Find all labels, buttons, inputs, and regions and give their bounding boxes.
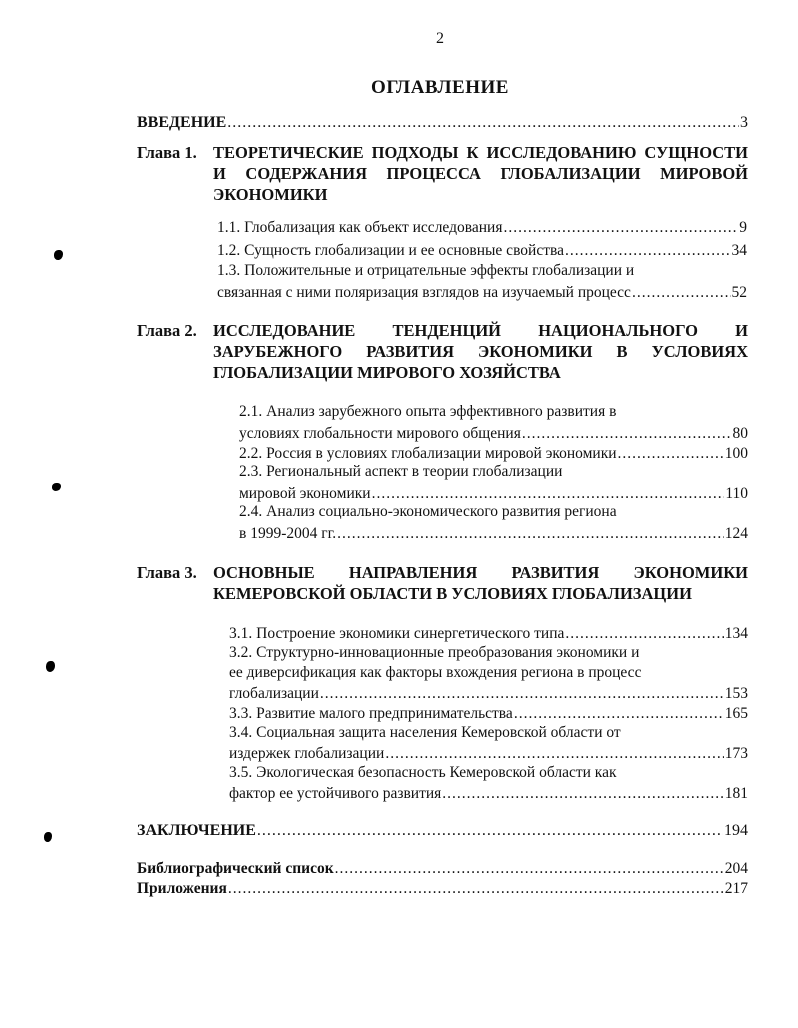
toc-page: 3 <box>740 114 748 131</box>
toc-label: Приложения <box>137 880 227 897</box>
toc-label: Библиографический список <box>137 860 334 877</box>
toc-page: 165 <box>724 705 748 722</box>
leader-dots <box>618 444 724 463</box>
toc-label: условиях глобальности мирового общения <box>239 425 521 442</box>
toc-label: издержек глобализации <box>229 745 385 762</box>
toc-entry-3-4[interactable] <box>229 744 748 763</box>
toc-label: в 1999-2004 гг. <box>239 525 337 542</box>
toc-entry-1-3-line1: 1.3. Положительные и отрицательные эффекты глобализации и <box>217 262 635 279</box>
toc-label: 1.2. Сущность глобализации и ее основные свойства <box>217 242 564 259</box>
toc-page: 153 <box>724 685 748 702</box>
toc-label: ЗАКЛЮЧЕНИЕ <box>137 822 256 839</box>
page-title: ОГЛАВЛЕНИЕ <box>371 77 509 98</box>
toc-entry-2-3-line1: 2.3. Региональный аспект в теории глобализации <box>239 463 563 480</box>
leader-dots <box>335 860 724 878</box>
leader-dots <box>442 784 723 803</box>
leader-dots <box>385 744 723 763</box>
toc-page: 52 <box>731 284 747 301</box>
toc-page: 34 <box>731 242 747 259</box>
toc-entry-2-2[interactable] <box>239 444 748 463</box>
leader-dots <box>320 684 724 703</box>
toc-entry-conclusion[interactable] <box>137 822 748 840</box>
toc-entry-3-5[interactable] <box>229 784 748 803</box>
toc-label: связанная с ними поляризация взглядов на изучаемый процесс <box>217 284 631 301</box>
toc-page: 194 <box>724 822 748 839</box>
toc-entry-3-1[interactable] <box>229 624 748 643</box>
chapter-3-heading[interactable] <box>137 562 748 604</box>
chapter-number: Глава 3. <box>137 563 197 582</box>
chapter-title: ТЕОРЕТИЧЕСКИЕ ПОДХОДЫ К ИССЛЕДОВАНИЮ СУЩНОСТИ И СОДЕРЖАНИЯ ПРОЦЕССА ГЛОБАЛИЗАЦИИ МИРОВОЙ ЭКОНОМИКИ <box>213 143 748 204</box>
toc-label: ВВЕДЕНИЕ <box>137 114 227 131</box>
chapter-title: ИССЛЕДОВАНИЕ ТЕНДЕНЦИЙ НАЦИОНАЛЬНОГО И ЗАРУБЕЖНОГО РАЗВИТИЯ ЭКОНОМИКИ В УСЛОВИЯХ ГЛОБАЛИЗАЦИИ МИРОВОГО ХОЗЯЙСТВА <box>213 321 748 382</box>
toc-label: фактор ее устойчивого развития <box>229 785 442 802</box>
toc-label: мировой экономики <box>239 485 371 502</box>
leader-dots <box>632 283 731 302</box>
leader-dots <box>228 880 724 898</box>
toc-entry-3-2-line1: 3.2. Структурно-инновационные преобразования экономики и <box>229 644 640 661</box>
leader-dots <box>503 218 738 237</box>
toc-entry-bibliography[interactable] <box>137 860 748 878</box>
leader-dots <box>565 241 731 260</box>
chapter-number: Глава 1. <box>137 143 197 162</box>
toc-label: 2.2. Россия в условиях глобализации мировой экономики <box>239 445 617 462</box>
toc-label: 3.1. Построение экономики синергетического типа <box>229 625 565 642</box>
scan-speck <box>46 661 55 672</box>
chapter-2-heading[interactable] <box>137 320 748 383</box>
toc-entry-intro[interactable] <box>137 114 748 132</box>
toc-entry-1-1[interactable] <box>217 218 747 237</box>
scan-speck <box>44 832 52 842</box>
toc-entry-2-3[interactable] <box>239 484 748 503</box>
toc-page: 110 <box>725 485 748 502</box>
leader-dots <box>227 114 739 132</box>
toc-entry-2-1[interactable] <box>239 424 748 443</box>
leader-dots <box>522 424 732 443</box>
toc-page: 217 <box>724 880 748 897</box>
toc-entry-2-4[interactable] <box>239 524 748 543</box>
chapter-number: Глава 2. <box>137 321 197 340</box>
toc-label: 3.3. Развитие малого предпринимательства <box>229 705 513 722</box>
toc-page: 173 <box>724 745 748 762</box>
toc-page: 134 <box>724 625 748 642</box>
chapter-title: ОСНОВНЫЕ НАПРАВЛЕНИЯ РАЗВИТИЯ ЭКОНОМИКИ КЕМЕРОВСКОЙ ОБЛАСТИ В УСЛОВИЯХ ГЛОБАЛИЗАЦИИ <box>213 563 748 603</box>
scan-speck <box>54 250 63 260</box>
toc-entry-2-4-line1: 2.4. Анализ социально-экономического развития региона <box>239 503 617 520</box>
leader-dots <box>257 822 723 840</box>
toc-label: 1.1. Глобализация как объект исследования <box>217 219 503 236</box>
toc-page: 80 <box>732 425 748 442</box>
toc-page: 124 <box>724 525 748 542</box>
scan-speck <box>52 483 61 491</box>
leader-dots <box>565 624 723 643</box>
toc-page: 9 <box>739 219 747 236</box>
leader-dots <box>514 704 724 723</box>
toc-entry-1-2[interactable] <box>217 241 747 260</box>
toc-entry-appendices[interactable] <box>137 880 748 898</box>
toc-page: 100 <box>724 445 748 462</box>
toc-entry-3-2[interactable] <box>229 684 748 703</box>
toc-page: 204 <box>724 860 748 877</box>
leader-dots <box>337 524 724 543</box>
toc-entry-3-5-line1: 3.5. Экологическая безопасность Кемеровской области как <box>229 764 617 781</box>
leader-dots <box>372 484 725 503</box>
toc-page: 181 <box>724 785 748 802</box>
toc-entry-3-3[interactable] <box>229 704 748 723</box>
toc-entry-1-3[interactable] <box>217 283 747 302</box>
toc-label: глобализации <box>229 685 319 702</box>
toc-entry-3-2-line2: ее диверсификация как факторы вхождения региона в процесс <box>229 664 642 681</box>
page-number: 2 <box>436 30 444 47</box>
chapter-1-heading[interactable] <box>137 142 748 205</box>
toc-entry-2-1-line1: 2.1. Анализ зарубежного опыта эффективного развития в <box>239 403 617 420</box>
toc-entry-3-4-line1: 3.4. Социальная защита населения Кемеровской области от <box>229 724 621 741</box>
